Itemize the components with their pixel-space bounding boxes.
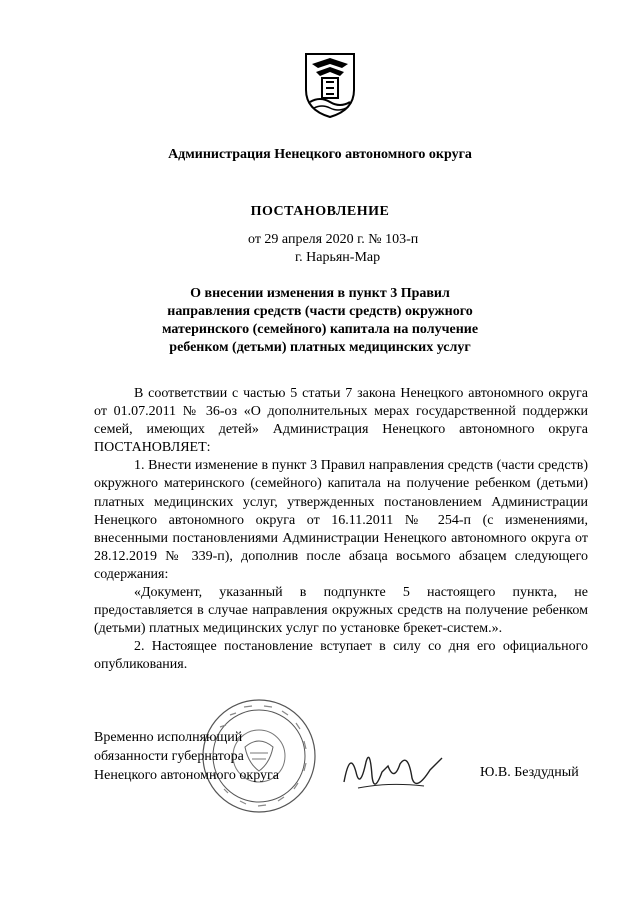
document-body	[94, 385, 588, 675]
organization-name: Администрация Ненецкого автономного округа	[168, 147, 472, 162]
title-line: материнского (семейного) капитала на получение	[161, 322, 479, 337]
document-date-number: от 29 апреля 2020 г. № 103-п	[248, 232, 419, 247]
nenets-coat-of-arms-icon	[302, 50, 358, 120]
body-paragraph: 2. Настоящее постановление вступает в силу со дня его официального опубликования.	[94, 639, 588, 673]
handwritten-signature-icon	[338, 742, 448, 800]
body-paragraph: «Документ, указанный в подпункте 5 настоящего пункта, не предоставляется в случае направления окружных средств на получение ребенком (детьми) платных медицинских услуг по установке брекет-систем.».	[94, 585, 588, 637]
position-line: Временно исполняющий	[94, 730, 243, 745]
position-line: Ненецкого автономного округа	[94, 768, 279, 783]
document-type: ПОСТАНОВЛЕНИЕ	[250, 204, 390, 219]
signatory-name: Ю.В. Бездудный	[480, 765, 579, 780]
title-line: ребенком (детьми) платных медицинских услуг	[169, 340, 471, 355]
position-line: обязанности губернатора	[94, 749, 244, 764]
body-paragraph: В соответствии с частью 5 статьи 7 закона Ненецкого автономного округа от 01.07.2011 № 36-оз «О дополнительных мерах государственной поддержки семей, имеющих детей» Администрация Ненецкого автономного округа ПОСТАНОВЛЯЕТ:	[94, 386, 588, 456]
document-title	[0, 285, 640, 357]
signatory-position	[94, 728, 279, 785]
title-line: направления средств (части средств) окружного	[167, 304, 473, 319]
document-city: г. Нарьян-Мар	[295, 250, 381, 265]
title-line: О внесении изменения в пункт 3 Правил	[190, 286, 450, 301]
body-paragraph: 1. Внести изменение в пункт 3 Правил направления средств (части средств) окружного материнского (семейного) капитала на получение ребенком (детьми) платных медицинских услуг, утвержденных постановлением Администрации Ненецкого автономного округа от 16.11.2011 № 254-п (с изменениями, внесенными постановлениями Администрации Ненецкого автономного округа от 28.12.2019 № 339-п), дополнив после абзаца восьмого абзацем следующего содержания:	[94, 458, 588, 582]
